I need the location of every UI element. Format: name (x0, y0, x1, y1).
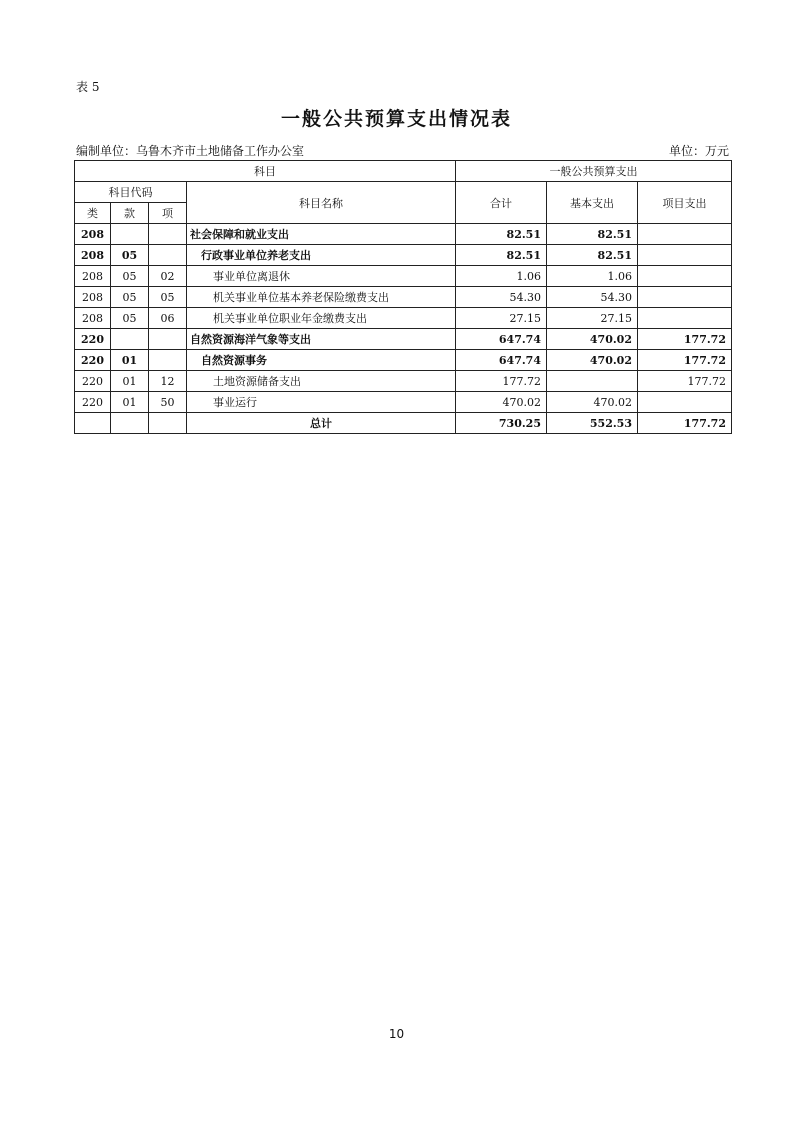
amount-project (638, 392, 732, 413)
totals-row (75, 413, 732, 434)
amount-project (638, 224, 732, 245)
code-kuan: 05 (111, 287, 149, 308)
header-code: 科目代码 (75, 182, 187, 203)
totals-cell-lei (75, 413, 111, 434)
amount-total: 54.30 (456, 287, 547, 308)
amount-basic: 82.51 (547, 245, 638, 266)
code-kuan: 05 (111, 266, 149, 287)
code-kuan: 01 (111, 350, 149, 371)
amount-total: 470.02 (456, 392, 547, 413)
amount-total: 1.06 (456, 266, 547, 287)
amount-basic: 54.30 (547, 287, 638, 308)
subject-name: 土地资源储备支出 (187, 371, 456, 392)
subject-name: 事业单位离退休 (187, 266, 456, 287)
code-xiang: 05 (149, 287, 187, 308)
amount-project (638, 308, 732, 329)
code-lei: 208 (75, 245, 111, 266)
header-name: 科目名称 (187, 182, 456, 224)
code-kuan (111, 224, 149, 245)
table-number: 表 5 (76, 80, 100, 94)
code-lei: 220 (75, 371, 111, 392)
header-project: 项目支出 (638, 182, 732, 224)
amount-project (638, 245, 732, 266)
totals-label: 总计 (187, 413, 456, 434)
code-xiang: 50 (149, 392, 187, 413)
totals-project: 177.72 (638, 413, 732, 434)
table-row (75, 392, 732, 413)
table-row (75, 287, 732, 308)
header-total: 合计 (456, 182, 547, 224)
table-row (75, 308, 732, 329)
code-xiang (149, 329, 187, 350)
amount-basic: 82.51 (547, 224, 638, 245)
amount-basic: 470.02 (547, 329, 638, 350)
amount-project (638, 266, 732, 287)
unit-label: 单位：万元 (668, 144, 729, 158)
amount-total: 647.74 (456, 329, 547, 350)
header-basic: 基本支出 (547, 182, 638, 224)
code-lei: 208 (75, 266, 111, 287)
code-lei: 208 (75, 308, 111, 329)
subject-name: 事业运行 (187, 392, 456, 413)
subject-name: 自然资源事务 (187, 350, 456, 371)
page-title: 一般公共预算支出情况表 (280, 108, 512, 130)
header-subject: 科目 (75, 161, 456, 182)
code-xiang: 02 (149, 266, 187, 287)
header-lei: 类 (75, 203, 111, 224)
code-lei: 208 (75, 287, 111, 308)
code-lei: 220 (75, 329, 111, 350)
table-row (75, 224, 732, 245)
totals-cell-kuan (111, 413, 149, 434)
amount-basic: 27.15 (547, 308, 638, 329)
amount-total: 177.72 (456, 371, 547, 392)
code-lei: 220 (75, 350, 111, 371)
table-row (75, 350, 732, 371)
code-lei: 208 (75, 224, 111, 245)
subject-name: 社会保障和就业支出 (187, 224, 456, 245)
code-kuan: 01 (111, 392, 149, 413)
code-xiang: 06 (149, 308, 187, 329)
code-xiang (149, 245, 187, 266)
code-kuan: 01 (111, 371, 149, 392)
code-xiang: 12 (149, 371, 187, 392)
code-kuan: 05 (111, 308, 149, 329)
totals-cell-xiang (149, 413, 187, 434)
amount-total: 27.15 (456, 308, 547, 329)
subject-name: 自然资源海洋气象等支出 (187, 329, 456, 350)
code-kuan (111, 329, 149, 350)
header-budget-group: 一般公共预算支出 (456, 161, 732, 182)
table-row (75, 245, 732, 266)
subject-name: 机关事业单位职业年金缴费支出 (187, 308, 456, 329)
subject-name: 机关事业单位基本养老保险缴费支出 (187, 287, 456, 308)
code-lei: 220 (75, 392, 111, 413)
code-xiang (149, 224, 187, 245)
amount-basic: 1.06 (547, 266, 638, 287)
amount-project: 177.72 (638, 350, 732, 371)
code-kuan: 05 (111, 245, 149, 266)
code-xiang (149, 350, 187, 371)
amount-total: 82.51 (456, 245, 547, 266)
amount-project: 177.72 (638, 371, 732, 392)
budget-table (74, 160, 732, 434)
table-row (75, 266, 732, 287)
amount-basic (547, 371, 638, 392)
totals-basic: 552.53 (547, 413, 638, 434)
amount-basic: 470.02 (547, 350, 638, 371)
subject-name: 行政事业单位养老支出 (187, 245, 456, 266)
header-kuan: 款 (111, 203, 149, 224)
amount-total: 647.74 (456, 350, 547, 371)
amount-project (638, 287, 732, 308)
amount-basic: 470.02 (547, 392, 638, 413)
table-row (75, 371, 732, 392)
page-number: 10 (388, 1027, 405, 1041)
header-xiang: 项 (149, 203, 187, 224)
totals-total: 730.25 (456, 413, 547, 434)
amount-project: 177.72 (638, 329, 732, 350)
amount-total: 82.51 (456, 224, 547, 245)
org-label: 编制单位：乌鲁木齐市土地储备工作办公室 (76, 144, 305, 158)
table-row (75, 329, 732, 350)
